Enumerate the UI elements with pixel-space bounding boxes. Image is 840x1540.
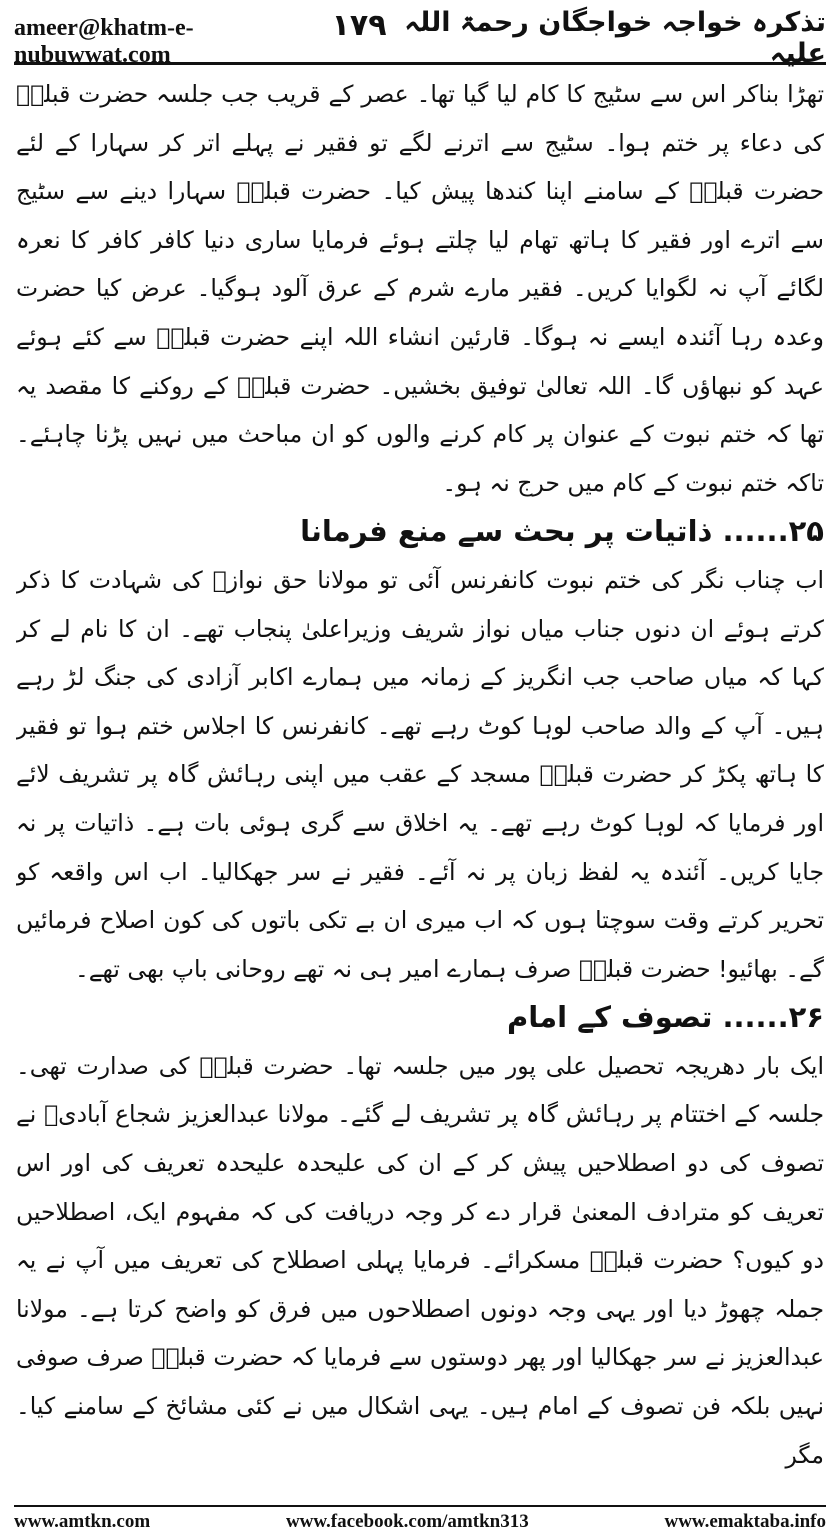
section-heading-25: ۲۵...... ذاتیات پر بحث سے منع فرمانا xyxy=(300,514,824,549)
header-left xyxy=(14,8,387,69)
footer-divider xyxy=(14,1505,826,1507)
section-heading-26: ۲۶...... تصوف کے امام xyxy=(506,1000,824,1035)
header-divider xyxy=(14,62,826,65)
page-header xyxy=(14,7,826,69)
footer-link-amtkn[interactable]: www.amtkn.com xyxy=(14,1511,151,1532)
page-number: ۱۷۹ xyxy=(331,7,387,43)
footer-link-facebook[interactable]: www.facebook.com/amtkn313 xyxy=(285,1511,529,1532)
book-title: تذکرہ خواجہ خواجگان رحمۃ اللہ علیہ xyxy=(404,7,826,69)
page-content xyxy=(16,70,824,1498)
paragraph-2: اب چناب نگر کی ختم نبوت کانفرنس آئی تو مولانا حق نوازؒ کی شہادت کا ذکر کرتے ہوئے ان دنوں جناب میاں نواز شریف وزیراعلیٰ پنجاب تھے۔ ان کا نام لے کر کہا کہ میاں صاحب جب انگریز کے زمانہ میں ہمارے اکابر آزادی کی جنگ لڑ رہے ہیں۔ آپ کے والد صاحب لوہا کوٹ رہے تھے۔ کانفرنس کا اجلاس ختم ہوا تو فقیر کا ہاتھ پکڑ کر حضرت قبلہؒ مسجد کے عقب میں اپنی رہائش گاہ پر تشریف لائے اور فرمایا کہ لوہا کوٹ رہے تھے۔ یہ اخلاق سے گری ہوئی بات ہے۔ ذاتیات پر نہ جایا کریں۔ آئندہ یہ لفظ زبان پر نہ آئے۔ فقیر نے سر جھکالیا۔ اب اس واقعہ کو تحریر کرتے وقت سوچتا ہوں کہ اب میری ان بے تکی باتوں کی کون اصلاح فرمائیں گے۔ بھائیو! حضرت قبلہؒ صرف ہمارے امیر ہی نہ تھے روحانی باپ بھی تھے۔ xyxy=(16,565,824,983)
paragraph-3: ایک بار دھریجہ تحصیل علی پور میں جلسہ تھا۔ حضرت قبلہؒ کی صدارت تھی۔ جلسہ کے اختتام پر رہائش گاہ پر تشریف لے گئے۔ مولانا عبدالعزیز شجاع آبادیؒ نے تصوف کی دو اصطلاحیں پیش کر کے ان کی علیحدہ علیحدہ تعریف کی اور اس تعریف کو مترادف المعنیٰ قرار دے کر وجہ دریافت کی کہ مفہوم ایک، اصطلاحیں دو کیوں؟ حضرت قبلہؒ مسکرائے۔ فرمایا پہلی اصطلاح کی تعریف میں آپ نے یہ جملہ چھوڑ دیا اور یہی وجہ دونوں اصطلاحوں میں فرق کو واضح کرتا ہے۔ مولانا عبدالعزیز نے سر جھکالیا اور پھر دوستوں سے فرمایا کہ حضرت قبلہؒ صرف صوفی نہیں بلکہ فن تصوف کے امام ہیں۔ یہی اشکال میں نے کئی مشائخ کے سامنے کیا۔ مگر xyxy=(16,1051,824,1469)
paragraph-1: تھڑا بناکر اس سے سٹیج کا کام لیا گیا تھا۔ عصر کے قریب جب جلسہ حضرت قبلہؒ کی دعاء پر ختم ہوا۔ سٹیج سے اترنے لگے تو فقیر نے پہلے اتر کر سہارا کے لئے حضرت قبلہؒ کے سامنے اپنا کندھا پیش کیا۔ حضرت قبلہؒ سہارا دینے سے سٹیج سے اترے اور فقیر کا ہاتھ تھام لیا چلتے ہوئے فرمایا ساری دنیا کافر کافر کا نعرہ لگائے آپ نہ لگوایا کریں۔ فقیر مارے شرم کے عرق آلود ہوگیا۔ عرض کیا حضرت وعدہ رہا آئندہ ایسے نہ ہوگا۔ قارئین انشاء اللہ اپنے حضرت قبلہؒ سے کئے ہوئے عہد کو نبھاؤں گا۔ اللہ تعالیٰ توفیق بخشیں۔ حضرت قبلہؒ کے روکنے کا مقصد یہ تھا کہ ختم نبوت کے عنوان پر کام کرنے والوں کو ان مباحث میں نہیں پڑنا چاہئے۔ تاکہ ختم نبوت کے کام میں حرج نہ ہو۔ xyxy=(16,80,824,497)
header-email: ameer@khatm-e-nubuwwat.com xyxy=(14,14,194,68)
page-footer xyxy=(14,1508,826,1536)
footer-link-emaktaba[interactable]: www.emaktaba.info xyxy=(664,1511,826,1532)
